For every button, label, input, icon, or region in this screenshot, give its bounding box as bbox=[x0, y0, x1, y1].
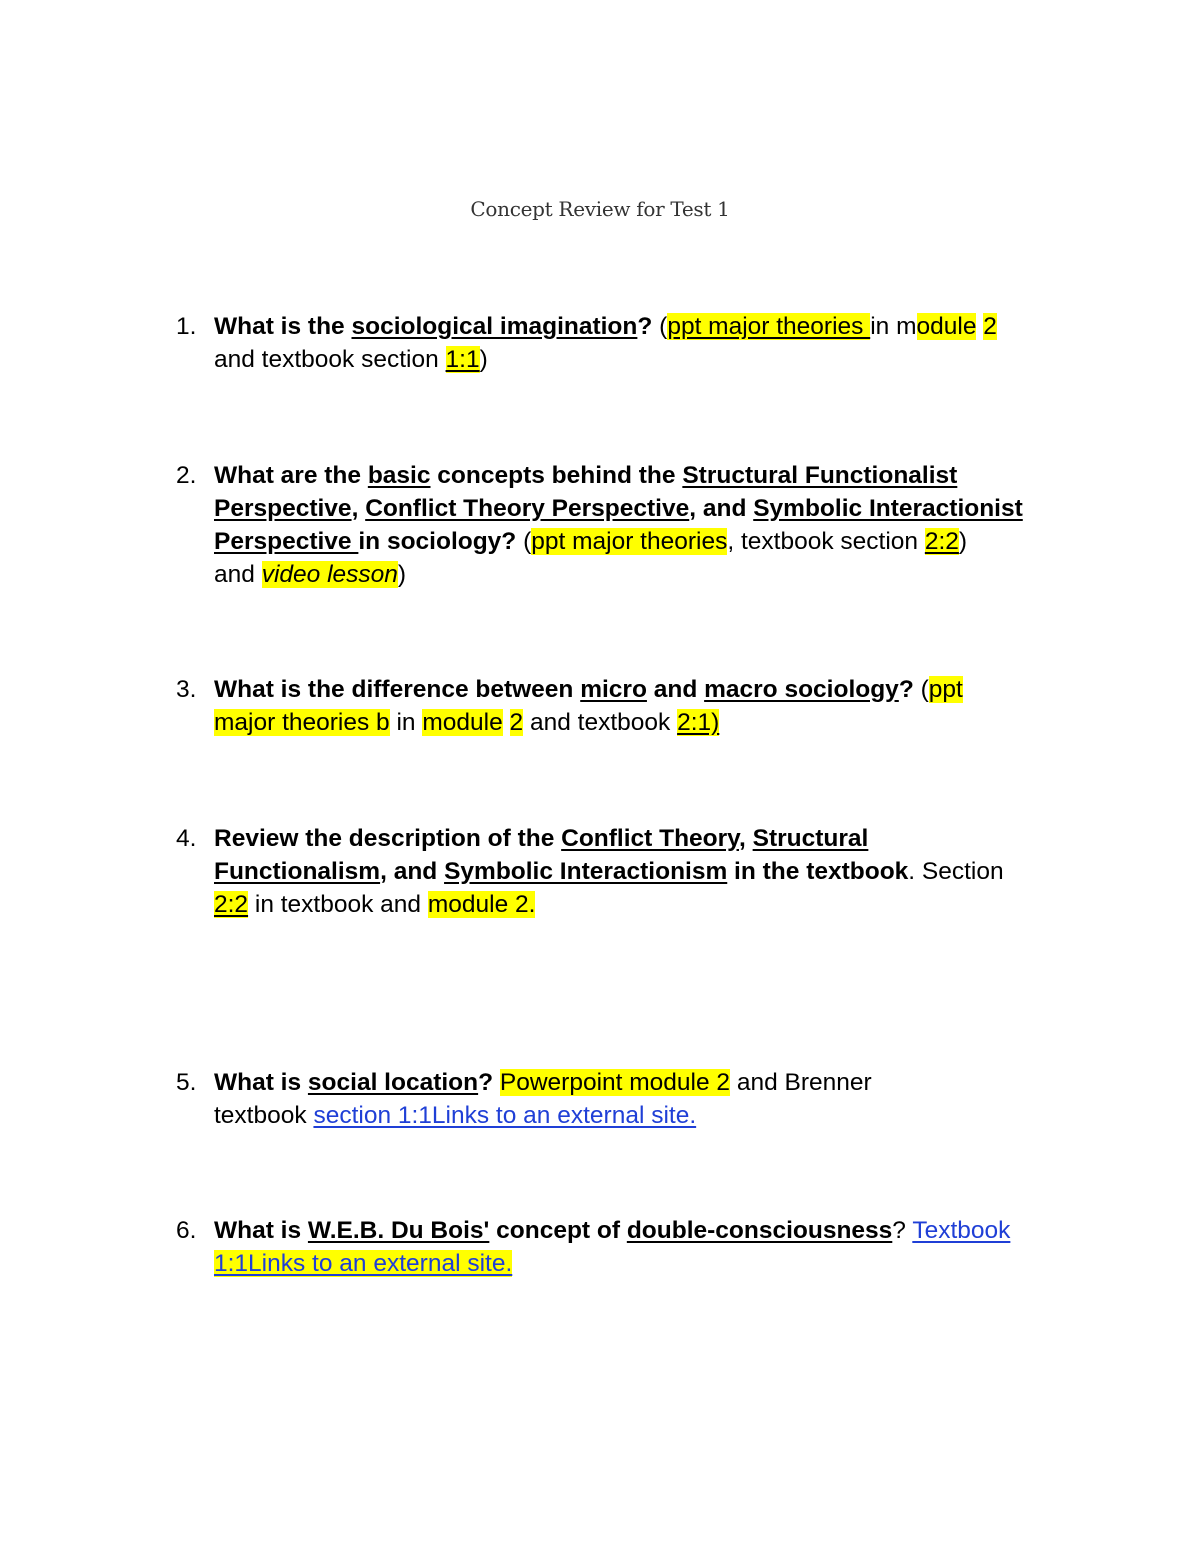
question-4 bbox=[176, 822, 1076, 921]
question-text: Review the description of the bbox=[214, 825, 562, 852]
question-text: in the textbook bbox=[727, 858, 909, 885]
key-term: Structural Functionalist bbox=[682, 462, 958, 489]
question-text: , bbox=[739, 825, 753, 852]
key-term: social location bbox=[307, 1069, 479, 1096]
key-term: macro sociology bbox=[704, 676, 899, 703]
reference-text bbox=[503, 709, 510, 736]
reference-text: textbook bbox=[214, 1102, 314, 1129]
question-3 bbox=[176, 673, 1076, 739]
question-text: and bbox=[646, 676, 705, 703]
reference-highlight: 2:2 bbox=[214, 891, 249, 918]
key-term: Perspective bbox=[214, 528, 359, 555]
question-text: , bbox=[351, 495, 366, 522]
reference-text: and Brenner bbox=[730, 1069, 872, 1096]
question-mark: ? bbox=[478, 1069, 494, 1096]
key-term: sociological imagination bbox=[351, 313, 638, 340]
question-line bbox=[214, 525, 1076, 558]
reference-highlight: 2:2 bbox=[924, 528, 959, 555]
reference-text: ( bbox=[652, 313, 668, 340]
question-line bbox=[214, 673, 1076, 706]
question-mark: ? bbox=[892, 1217, 906, 1244]
external-site-link[interactable]: section 1:1Links to an external site. bbox=[313, 1102, 697, 1129]
reference-text: ) bbox=[958, 528, 968, 555]
reference-text: . Section bbox=[908, 858, 1004, 885]
key-term: Symbolic Interactionist bbox=[753, 495, 1023, 522]
question-text: concept of bbox=[489, 1217, 627, 1244]
question-line bbox=[214, 1099, 1076, 1132]
question-line bbox=[214, 492, 1076, 525]
reference-text: and textbook bbox=[523, 709, 678, 736]
reference-text: in textbook and bbox=[248, 891, 428, 918]
question-number: 5. bbox=[176, 1069, 197, 1096]
question-line bbox=[214, 855, 1076, 888]
reference-text: ) bbox=[479, 346, 488, 373]
question-line bbox=[214, 706, 1076, 739]
question-text: What is bbox=[214, 1069, 308, 1096]
question-line bbox=[214, 459, 1076, 492]
page-title: Concept Review for Test 1 bbox=[470, 197, 730, 221]
question-number: 1. bbox=[176, 313, 197, 340]
reference-highlight: 1:1 bbox=[445, 346, 480, 373]
question-2 bbox=[176, 459, 1076, 591]
reference-text: ( bbox=[516, 528, 532, 555]
question-line bbox=[214, 888, 1076, 921]
question-1 bbox=[176, 310, 1076, 376]
question-number: 3. bbox=[176, 676, 197, 703]
question-6 bbox=[176, 1214, 1076, 1280]
reference-text: in bbox=[389, 709, 423, 736]
reference-text: ( bbox=[913, 676, 929, 703]
reference-text: , textbook section bbox=[727, 528, 925, 555]
reference-text bbox=[493, 1069, 500, 1096]
question-text: , and bbox=[689, 495, 754, 522]
question-line bbox=[214, 1214, 1076, 1247]
question-number: 2. bbox=[176, 462, 197, 489]
reference-highlight: odule bbox=[916, 313, 977, 340]
question-text: What is the bbox=[214, 313, 352, 340]
question-number: 6. bbox=[176, 1217, 197, 1244]
reference-highlight: module bbox=[422, 709, 503, 736]
reference-highlight: module 2. bbox=[427, 891, 536, 918]
key-term: micro bbox=[580, 676, 647, 703]
key-term: W.E.B. Du Bois' bbox=[307, 1217, 490, 1244]
reference-highlight: 2 bbox=[983, 313, 997, 340]
reference-text: and bbox=[214, 561, 262, 588]
reference-text: ) bbox=[397, 561, 407, 588]
reference-highlight: ppt major theories bbox=[667, 313, 871, 340]
question-mark: ? bbox=[637, 313, 653, 340]
reference-highlight: ppt major theories bbox=[531, 528, 728, 555]
question-mark: ? bbox=[898, 676, 914, 703]
question-5 bbox=[176, 1066, 1076, 1132]
question-number: 4. bbox=[176, 825, 197, 852]
key-term: Conflict Theory bbox=[561, 825, 739, 852]
key-term: basic bbox=[367, 462, 431, 489]
question-text: concepts behind the bbox=[430, 462, 683, 489]
question-line bbox=[214, 310, 1076, 343]
question-line bbox=[214, 1066, 1076, 1099]
reference-highlight: 2:1) bbox=[677, 709, 720, 736]
question-line bbox=[214, 1247, 1076, 1280]
external-site-link[interactable]: 1:1Links to an external site. bbox=[214, 1250, 513, 1277]
question-text: What is bbox=[214, 1217, 308, 1244]
reference-text: and textbook section bbox=[214, 346, 446, 373]
reference-highlight: major theories b bbox=[214, 709, 390, 736]
reference-highlight: ppt bbox=[928, 676, 963, 703]
question-line bbox=[214, 558, 1076, 591]
reference-highlight: Powerpoint module 2 bbox=[499, 1069, 731, 1096]
external-site-link[interactable]: Textbook bbox=[912, 1217, 1011, 1244]
key-term: Symbolic Interactionism bbox=[444, 858, 728, 885]
key-term: Conflict Theory Perspective bbox=[365, 495, 690, 522]
key-term: Perspective bbox=[214, 495, 352, 522]
key-term: Structural bbox=[752, 825, 869, 852]
question-line bbox=[214, 343, 1076, 376]
reference-highlight: 2 bbox=[509, 709, 524, 736]
key-term: Functionalism bbox=[214, 858, 381, 885]
question-text: What are the bbox=[214, 462, 368, 489]
reference-highlight: video lesson bbox=[261, 561, 398, 588]
reference-text: in m bbox=[870, 313, 917, 340]
question-text: in sociology? bbox=[358, 528, 517, 555]
key-term: double-consciousness bbox=[626, 1217, 893, 1244]
question-line bbox=[214, 822, 1076, 855]
question-text: , and bbox=[380, 858, 445, 885]
question-text: What is the difference between bbox=[214, 676, 581, 703]
